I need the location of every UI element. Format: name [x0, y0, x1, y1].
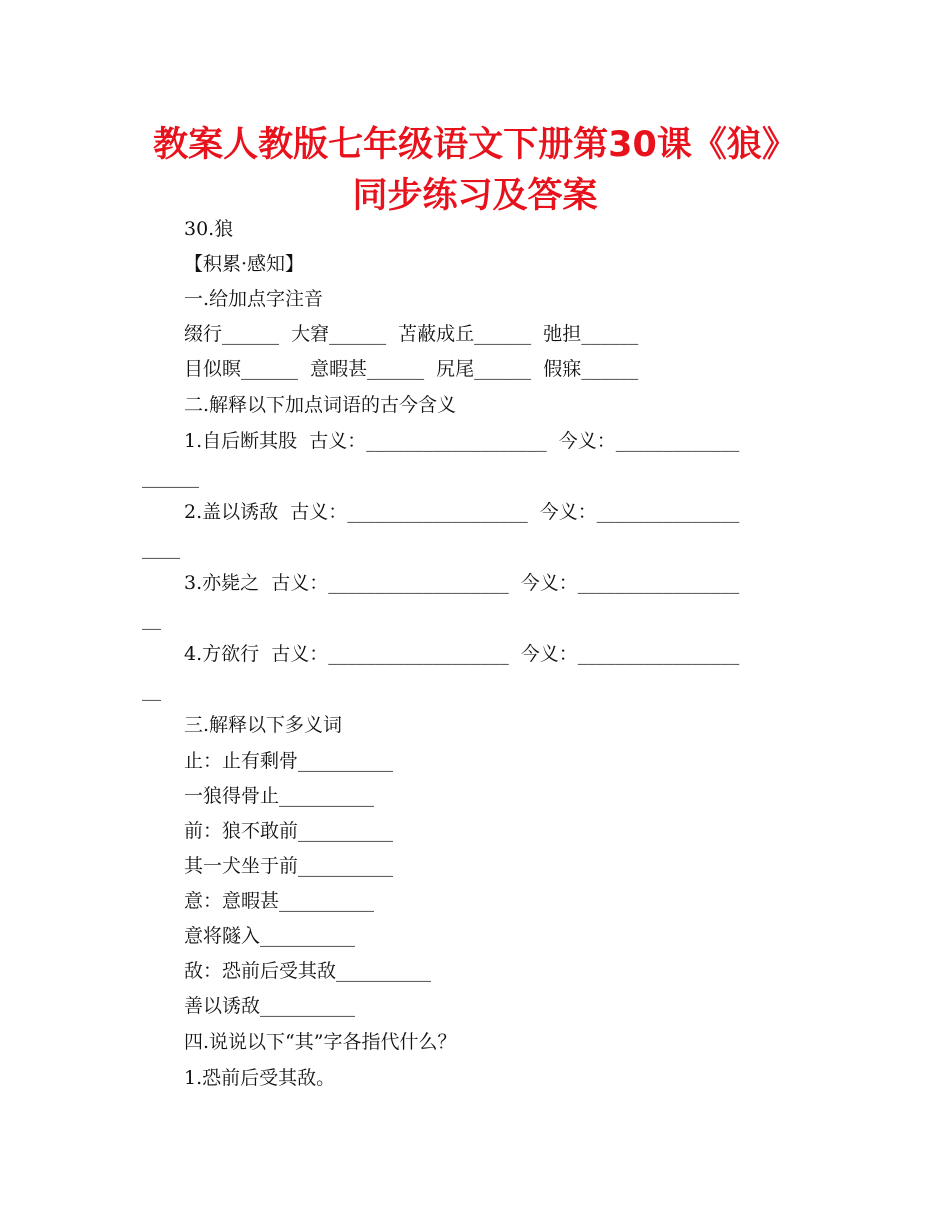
question-heading-1: 一.给加点字注音 [184, 288, 324, 310]
document-title-line-2: 同步练习及答案 [352, 176, 598, 216]
document-title-line-1: 教案人教版七年级语文下册第30课《狼》 [153, 125, 797, 165]
polysemy-item-6: 意将隧入__________ [184, 925, 356, 947]
question-2-item-3-continued: __ [142, 608, 161, 630]
polysemy-item-4: 其一犬坐于前__________ [184, 855, 394, 877]
polysemy-item-3: 前：狼不敢前__________ [184, 820, 394, 842]
section-heading-accumulate: 【积累·感知】 [184, 253, 305, 275]
pinyin-row-2: 目似瞑______ 意暇甚______ 尻尾______ 假寐______ [184, 358, 639, 380]
polysemy-item-7: 敌：恐前后受其敌__________ [184, 960, 432, 982]
question-heading-2: 二.解释以下加点词语的古今含义 [184, 394, 457, 416]
question-4-item-1: 1.恐前后受其敌。 [184, 1067, 336, 1089]
polysemy-item-1: 止：止有剩骨__________ [184, 750, 394, 772]
pinyin-row-1: 缀行______ 大窘______ 苫蔽成丘______ 弛担______ [184, 323, 639, 345]
question-2-item-2: 2.盖以诱敌 古义：___________________ 今义：_______________ [184, 501, 740, 523]
question-heading-4: 四.说说以下“其”字各指代什么？ [184, 1031, 457, 1053]
question-2-item-1-continued: ______ [142, 466, 199, 488]
section-number-title: 30.狼 [184, 218, 234, 240]
polysemy-item-2: 一狼得骨止__________ [184, 785, 375, 807]
polysemy-item-5: 意：意暇甚__________ [184, 890, 375, 912]
question-2-item-4-continued: __ [142, 679, 161, 701]
question-2-item-4: 4.方欲行 古义：___________________ 今义：_________________ [184, 643, 740, 665]
polysemy-item-8: 善以诱敌__________ [184, 995, 356, 1017]
question-2-item-2-continued: ____ [142, 537, 180, 559]
question-heading-3: 三.解释以下多义词 [184, 714, 343, 736]
question-2-item-3: 3.亦毙之 古义：___________________ 今义：_________________ [184, 572, 740, 594]
question-2-item-1: 1.自后断其股 古义：___________________ 今义：_____________ [184, 430, 740, 452]
